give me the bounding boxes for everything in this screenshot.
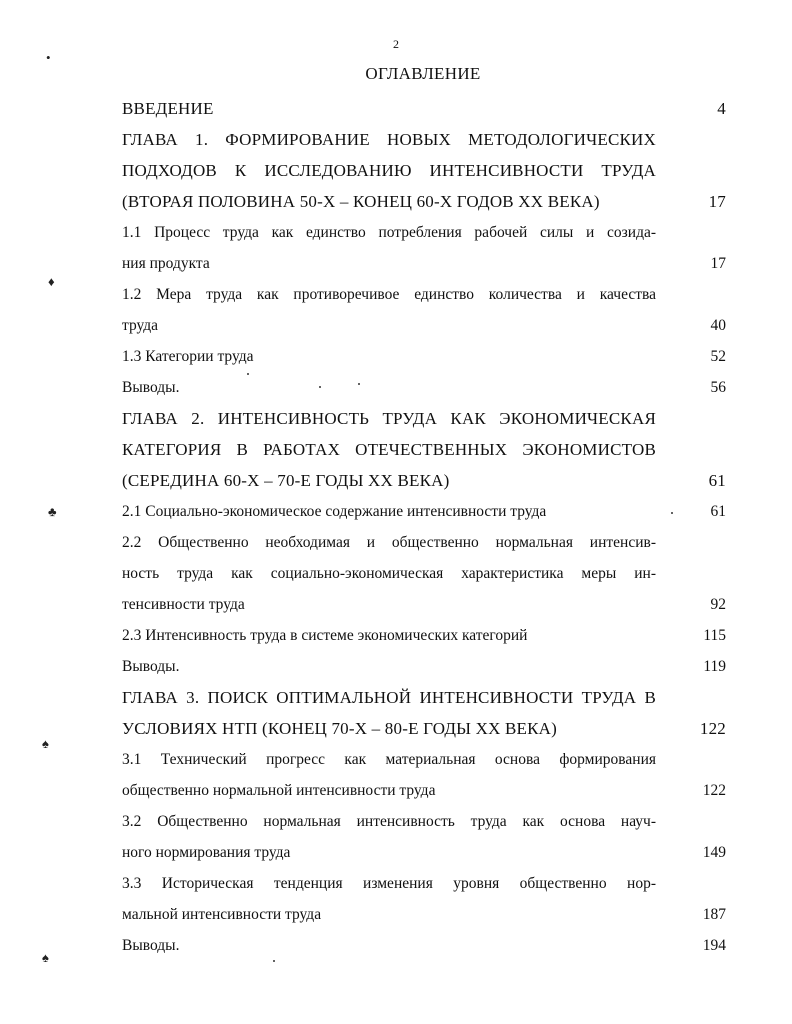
toc-entry-text: (ВТОРАЯ ПОЛОВИНА 50-Х – КОНЕЦ 60-Х ГОДОВ XX ВЕКА) (122, 192, 600, 211)
toc-entry-text: ного нормирования труда (122, 844, 291, 861)
scan-dot (247, 373, 249, 375)
scan-dot (358, 383, 360, 385)
scan-mark: ♦ (48, 274, 55, 289)
toc-page-number: 40 (710, 317, 726, 334)
toc-section-entry (122, 527, 726, 620)
toc-chapter-entry (122, 124, 726, 217)
toc-page-number: 4 (717, 99, 726, 118)
scan-dot (273, 960, 275, 962)
toc-entry-text: ВВЕДЕНИЕ (122, 99, 214, 118)
toc-section-entry (122, 217, 726, 279)
toc-page-number: 122 (699, 719, 726, 738)
toc-page-number: 194 (702, 937, 726, 954)
toc-chapter-entry (122, 682, 726, 744)
page-number: 2 (393, 37, 399, 51)
toc-page-number: 61 (710, 503, 726, 520)
scan-dot (319, 386, 321, 388)
toc-page-number: 187 (702, 906, 726, 923)
toc-entry-text: 3.2 Общественно нормальная интенсивность труда как основа науч- (122, 813, 656, 830)
toc-entry-text: 3.3 Историческая тенденция изменения уровня общественно нор- (122, 875, 656, 892)
toc-section-entry (122, 620, 726, 651)
toc-page-number: 115 (703, 627, 726, 644)
toc-section-entry (122, 496, 726, 527)
toc-section-entry (122, 806, 726, 868)
scan-mark: ♠ (42, 736, 49, 751)
toc-entry-text: ГЛАВА 1. ФОРМИРОВАНИЕ НОВЫХ МЕТОДОЛОГИЧЕСКИХ (122, 130, 656, 149)
toc-section-entry (122, 341, 726, 372)
page-title: ОГЛАВЛЕНИЕ (365, 64, 481, 83)
toc-entry-text: мальной интенсивности труда (122, 906, 322, 923)
toc-section-entry (122, 930, 726, 961)
toc-entry-text: Выводы. (122, 937, 180, 954)
toc-page-number: 149 (702, 844, 726, 861)
toc-section-entry (122, 279, 726, 341)
toc-entry-text: 2.1 Социально-экономическое содержание интенсивности труда (122, 503, 547, 520)
toc-entry-text: ния продукта (122, 255, 210, 272)
toc-entry-text: Выводы. (122, 658, 180, 675)
toc-entry-text: ГЛАВА 3. ПОИСК ОПТИМАЛЬНОЙ ИНТЕНСИВНОСТИ ТРУДА В (122, 688, 656, 707)
toc-entry-text: 1.1 Процесс труда как единство потребления рабочей силы и созида- (122, 224, 656, 241)
toc-section-entry (122, 868, 726, 930)
toc-entry-text: общественно нормальной интенсивности труда (122, 782, 436, 799)
toc-entry-text: 1.3 Категории труда (122, 348, 254, 365)
toc-page-number: 52 (710, 348, 726, 365)
toc-entry-text: 1.2 Мера труда как противоречивое единство количества и качества (122, 286, 656, 303)
toc-page-number: 17 (710, 255, 726, 272)
toc-entry-text: Выводы. (122, 379, 180, 396)
scan-mark: • (46, 50, 51, 65)
toc-entry-text: ГЛАВА 2. ИНТЕНСИВНОСТЬ ТРУДА КАК ЭКОНОМИЧЕСКАЯ (122, 409, 656, 428)
toc-page-number: 56 (710, 379, 726, 396)
toc-page-number: 92 (710, 596, 726, 613)
toc-entry-text: КАТЕГОРИЯ В РАБОТАХ ОТЕЧЕСТВЕННЫХ ЭКОНОМИСТОВ (122, 440, 656, 459)
toc-chapter-entry (122, 403, 726, 496)
toc-entry-text: труда (122, 317, 159, 334)
toc-entry-text: (СЕРЕДИНА 60-Х – 70-Е ГОДЫ XX ВЕКА) (122, 471, 450, 490)
toc-entry-text: 3.1 Технический прогресс как материальная основа формирования (122, 751, 656, 768)
toc-section-entry (122, 651, 726, 682)
toc-entry-text: 2.2 Общественно необходимая и общественно нормальная интенсив- (122, 534, 656, 551)
toc-page-number: 119 (703, 658, 726, 675)
table-of-contents (122, 93, 726, 961)
toc-entry-text: ПОДХОДОВ К ИССЛЕДОВАНИЮ ИНТЕНСИВНОСТИ ТРУДА (122, 161, 656, 180)
scan-dot (671, 512, 673, 514)
toc-entry-text: ность труда как социально-экономическая характеристика меры ин- (122, 565, 656, 582)
toc-section-entry (122, 744, 726, 806)
scan-mark: ♣ (48, 504, 57, 519)
toc-entry-text: тенсивности труда (122, 596, 245, 613)
toc-page-number: 122 (702, 782, 726, 799)
toc-chapter-entry (122, 93, 726, 124)
toc-entry-text: УСЛОВИЯХ НТП (КОНЕЦ 70-Х – 80-Е ГОДЫ XX ВЕКА) (122, 719, 558, 738)
toc-page-number: 61 (708, 471, 726, 490)
toc-page-number: 17 (708, 192, 726, 211)
toc-section-entry (122, 372, 726, 403)
toc-entry-text: 2.3 Интенсивность труда в системе экономических категорий (122, 627, 528, 644)
scan-mark: ♠ (42, 950, 49, 965)
